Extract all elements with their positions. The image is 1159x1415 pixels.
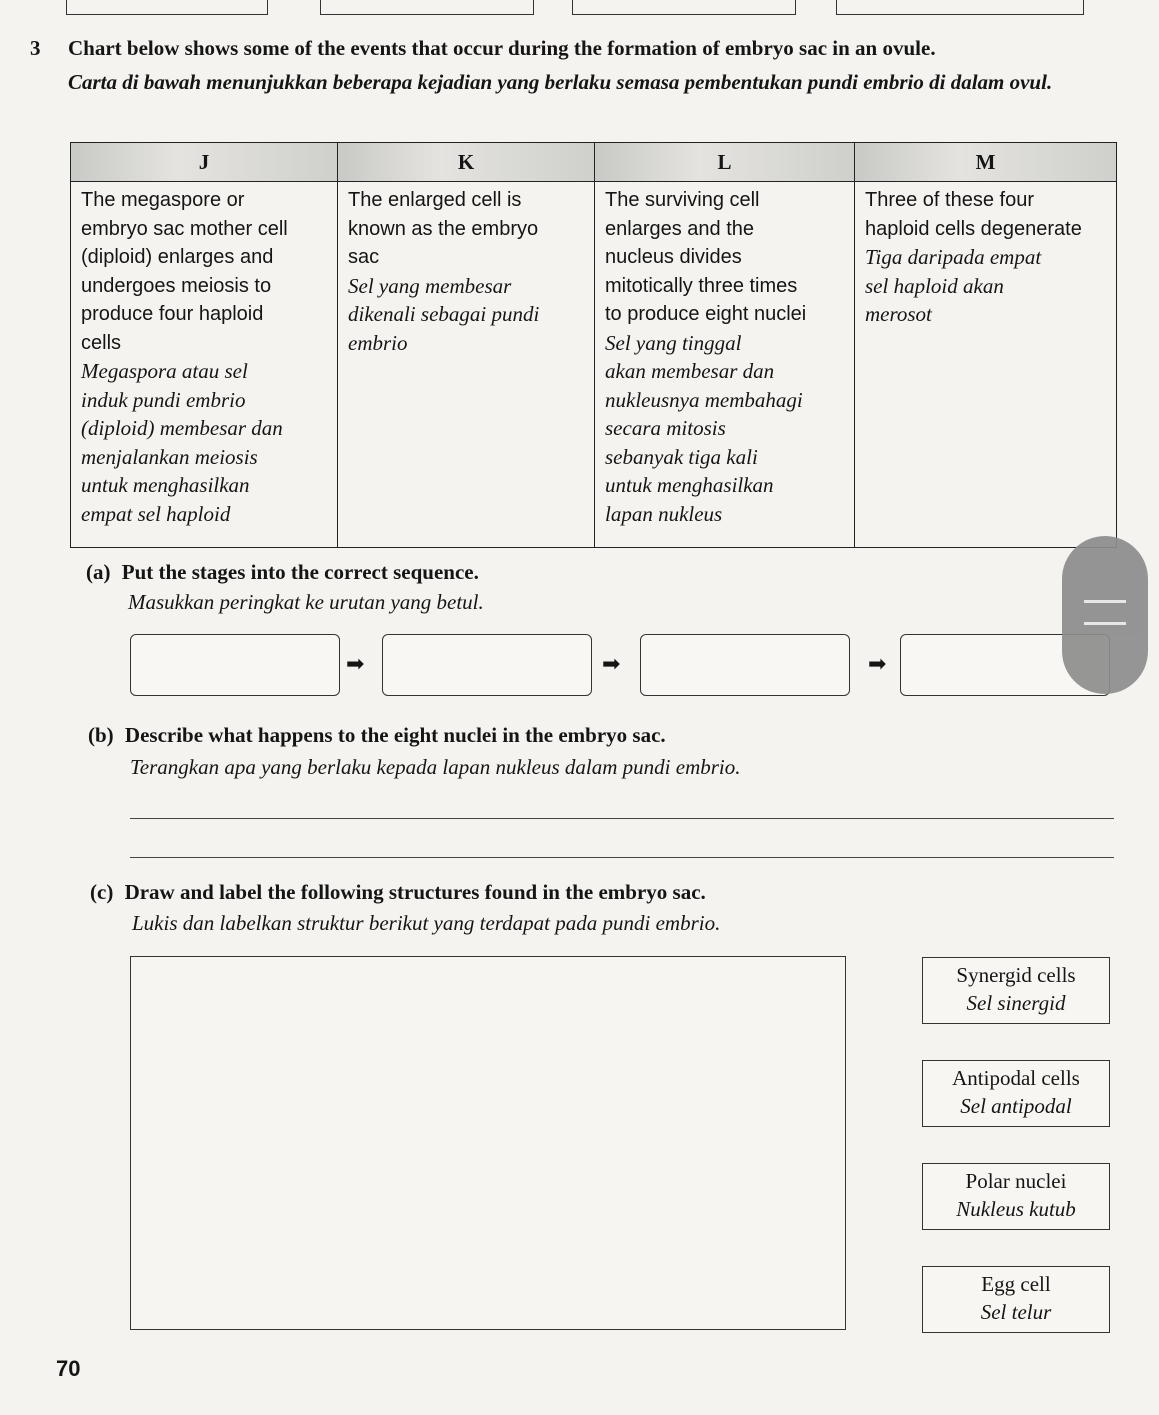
stage-l-text-ms: lapan nukleus [605,501,723,526]
part-c-text-en: Draw and label the following structures found in the embryo sac. [124,880,706,904]
part-b-text-en: Describe what happens to the eight nuclei in the embryo sac. [124,723,666,747]
label-en: Polar nuclei [965,1169,1067,1193]
previous-answer-box-edge [320,0,534,15]
stage-l-text: The surviving cell [605,189,760,211]
part-a-label: (a) [86,560,111,584]
sequence-arrow-icon: ➡ [868,652,887,677]
part-a-text-ms: Masukkan peringkat ke urutan yang betul. [128,590,484,614]
column-header-l: L [595,143,855,182]
stage-l-text-ms: secara mitosis [605,416,726,440]
part-b-question [88,723,666,748]
drawing-area[interactable] [130,956,846,1330]
stage-j-text-ms: menjalankan meiosis [81,444,258,469]
stage-l-text-ms: akan membesar dan [605,359,775,383]
label-box-antipodal [922,1060,1110,1127]
question-stem-en: Chart below shows some of the events that occur during the formation of embryo sac in an ovule. [68,36,936,60]
column-header-j: J [71,143,338,182]
chart-header-row [71,143,1117,182]
stage-k-text-ms: dikenali sebagai pundi [348,302,540,326]
previous-answer-box-edge [836,0,1084,15]
stage-m-text: Three of these four [865,189,1034,211]
label-ms: Nukleus kutub [956,1197,1076,1221]
stage-j-text-ms: untuk menghasilkan [81,473,250,497]
label-en: Egg cell [981,1272,1051,1296]
label-ms: Sel antipodal [960,1094,1072,1118]
stage-j-text: produce four haploid [81,303,264,325]
part-b-label: (b) [88,723,114,747]
label-en: Antipodal cells [952,1066,1080,1090]
sequence-answer-box-2[interactable] [382,634,592,696]
stage-k-text-ms: Sel yang membesar [348,273,512,298]
stage-l-text-ms: Sel yang tinggal [605,330,742,355]
label-box-synergid [922,957,1110,1024]
stage-l-text: enlarges and the [605,217,755,240]
stage-k-text: known as the embryo [348,217,539,240]
stage-j-text-ms: empat sel haploid [81,501,231,526]
part-c-question [90,880,706,905]
part-b-text-ms: Terangkan apa yang berlaku kepada lapan nukleus dalam pundi embrio. [130,755,741,779]
stage-l-text-ms: nukleusnya membahagi [605,387,803,412]
grip-line-icon [1084,622,1126,625]
part-c-label: (c) [90,880,114,904]
stage-cell-k [338,182,595,548]
stage-l-text-ms: sebanyak tiga kali [605,444,758,469]
part-a-question [86,560,479,585]
stage-l-text: nucleus divides [605,246,742,268]
stage-j-text: embryo sac mother cell [81,217,288,240]
sequence-arrow-icon: ➡ [602,652,621,677]
stage-cell-l [595,182,855,548]
stage-k-text: The enlarged cell is [348,189,522,211]
stage-j-text: (diploid) enlarges and [81,246,274,268]
stage-j-text: cells [81,331,122,354]
question-stem-ms: Carta di bawah menunjukkan beberapa kejadian yang berlaku semasa pembentukan pundi embrio di dalam ovul. [68,70,1053,94]
column-header-k: K [338,143,595,182]
label-ms: Sel sinergid [966,991,1066,1015]
label-ms: Sel telur [980,1300,1052,1324]
stage-l-text-ms: untuk menghasilkan [605,473,774,497]
stage-cell-m [855,182,1117,548]
grip-line-icon [1084,600,1126,603]
events-chart [70,142,1117,548]
stage-j-text: undergoes meiosis to [81,274,272,297]
previous-answer-box-edge [66,0,268,15]
previous-answer-box-edge [572,0,796,15]
answer-line[interactable] [130,818,1114,819]
page-number: 70 [56,1356,81,1381]
label-en: Synergid cells [956,963,1076,987]
stage-l-text: to produce eight nuclei [605,303,807,325]
chart-body-row [71,182,1117,548]
stage-m-text-ms: Tiga daripada empat [865,245,1042,269]
sequence-arrow-icon: ➡ [346,652,365,677]
stage-j-text-ms: Megaspora atau sel [81,359,248,383]
label-box-egg-cell [922,1266,1110,1333]
answer-line[interactable] [130,857,1114,858]
stage-k-text-ms: embrio [348,330,408,355]
stage-m-text-ms: merosot [865,302,932,326]
column-header-m: M [855,143,1117,182]
part-c-text-ms: Lukis dan labelkan struktur berikut yang terdapat pada pundi embrio. [132,911,721,935]
stage-j-text-ms: (diploid) membesar dan [81,416,283,440]
part-a-text-en: Put the stages into the correct sequence. [121,560,479,584]
stage-j-text-ms: induk pundi embrio [81,387,246,412]
stage-m-text-ms: sel haploid akan [865,273,1004,298]
label-box-polar-nuclei [922,1163,1110,1230]
stage-cell-j [71,182,338,548]
stage-m-text: haploid cells degenerate [865,217,1082,240]
sequence-answer-box-3[interactable] [640,634,850,696]
stage-l-text: mitotically three times [605,274,798,297]
stage-j-text: The megaspore or [81,189,245,211]
stage-k-text: sac [348,246,380,268]
question-number: 3 [30,36,41,60]
scroll-handle[interactable] [1062,536,1148,694]
sequence-answer-box-1[interactable] [130,634,340,696]
